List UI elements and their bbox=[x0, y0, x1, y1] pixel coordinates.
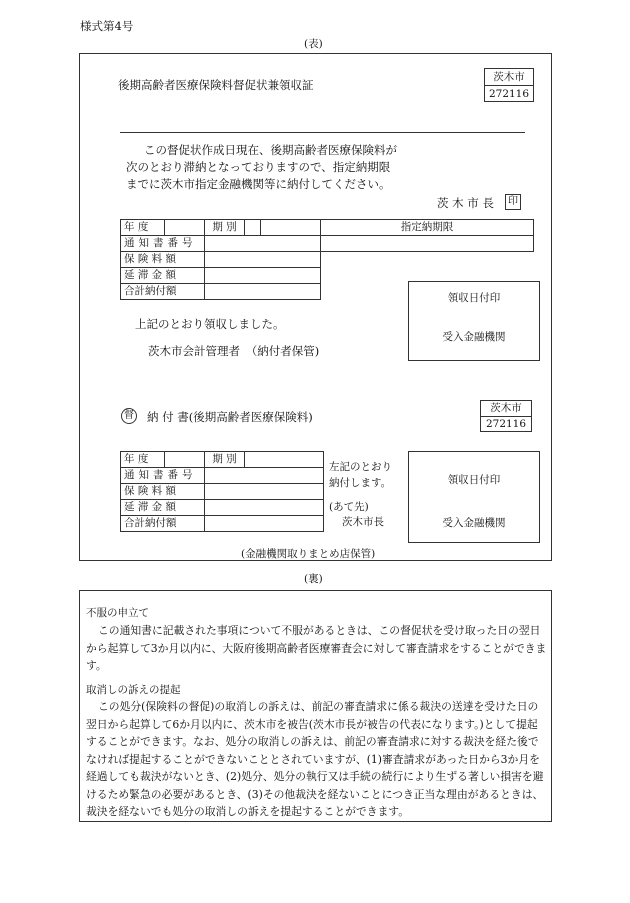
paid-line-2: 納付します。 bbox=[329, 477, 392, 489]
slip-late-fee-label: 延 滞 金 額 bbox=[121, 500, 205, 516]
paid-line-1: 左記のとおり bbox=[329, 461, 392, 473]
late-fee-label: 延 滞 金 額 bbox=[121, 268, 205, 284]
slip-total-label: 合計納付額 bbox=[121, 516, 205, 532]
slip-period-label: 期 別 bbox=[205, 452, 245, 468]
slip-notice-no-value bbox=[205, 468, 324, 484]
slip-total-value bbox=[205, 516, 324, 532]
premium-value bbox=[205, 252, 321, 268]
treasurer-text: 茨木市会計管理者 （納付者保管) bbox=[148, 344, 320, 358]
slip-city-box bbox=[480, 400, 532, 432]
period-label: 期 別 bbox=[205, 220, 245, 236]
slip-title: 納 付 書(後期高齢者医療保険料) bbox=[147, 410, 313, 424]
due-date-label: 指定納期限 bbox=[321, 220, 534, 236]
lawsuit-title: 取消しの訴えの提起 bbox=[86, 684, 181, 696]
due-date-value bbox=[321, 236, 534, 252]
period-value bbox=[245, 220, 261, 236]
premium-label: 保 険 料 額 bbox=[121, 252, 205, 268]
slip-bank: 受入金融機関 bbox=[442, 517, 506, 529]
fiscal-year-value bbox=[165, 220, 205, 236]
slip-period-value bbox=[245, 452, 324, 468]
late-fee-value bbox=[205, 268, 321, 284]
back-label: (裏) bbox=[304, 573, 323, 585]
slip-notice-no-label: 通知書番号 bbox=[121, 468, 205, 484]
mayor-label: 茨 木 市 長 bbox=[437, 196, 494, 210]
total-label: 合計納付額 bbox=[121, 284, 205, 300]
slip-table bbox=[120, 451, 324, 532]
slip-premium-label: 保 険 料 額 bbox=[121, 484, 205, 500]
notice-line-3: までに茨木市指定金融機関等に納付してください。 bbox=[126, 177, 391, 191]
received-text: 上記のとおり領収しました。 bbox=[135, 317, 285, 331]
notice-line-2: 次のとおり滞納となっておりますので、指定納期限 bbox=[126, 160, 391, 174]
receipt-city-code: 272116 bbox=[488, 88, 530, 100]
receipt-bank: 受入金融機関 bbox=[442, 331, 506, 343]
objection-text: この通知書に記載された事項について不服があるときは、この督促状を受け取った日の翌日から起算して3か月以内に、大阪府後期高齢者医療審査会に対して審査請求をすることができます。 bbox=[86, 624, 547, 672]
slip-fiscal-year-label: 年 度 bbox=[121, 452, 165, 468]
form-number: 様式第4号 bbox=[80, 19, 134, 33]
objection-title: 不服の申立て bbox=[86, 607, 149, 619]
slip-city: 茨木市 bbox=[481, 401, 531, 417]
notice-no-value bbox=[205, 236, 321, 252]
total-value bbox=[205, 284, 321, 300]
slip-footer: (金融機関取りまとめ店保管) bbox=[241, 548, 376, 560]
dunning-mark: 督 bbox=[121, 408, 137, 424]
lawsuit-text: この処分(保険料の督促)の取消しの訴えは、前記の審査請求に係る裁決の送達を受けた日の翌日から起算して6か月以内に、茨木市を被告(茨木市長が被告の代表になります。)として提起することができます。なお、処分の取消しの訴えは、前記の審査請求に対する裁決を経た後でなければ提起することができないこととされていますが、(1)審査請求があった日から3か月を経過しても裁決がないとき、(2)処分、処分の執行又は手続の続行により生ずる著しい損害を避けるため緊急の必要があるとき、(3)その他裁決を経ないことにつき正当な理由があるときは、裁決を経ないでも処分の取消しの訴えを提起することができます。 bbox=[86, 700, 544, 818]
receipt-city: 茨木市 bbox=[485, 69, 533, 86]
slip-city-code: 272116 bbox=[485, 418, 527, 430]
title-divider bbox=[120, 132, 525, 133]
receipt-city-box bbox=[484, 68, 534, 102]
slip-late-fee-value bbox=[205, 500, 324, 516]
seal-stamp: 印 bbox=[505, 194, 521, 210]
slip-stamp-box bbox=[408, 451, 540, 543]
addressee-label: (あて先) bbox=[329, 501, 369, 513]
period-extra bbox=[261, 220, 321, 236]
slip-date-stamp: 領収日付印 bbox=[447, 474, 501, 486]
slip-premium-value bbox=[205, 484, 324, 500]
addressee: 茨木市長 bbox=[342, 516, 384, 528]
receipt-title: 後期高齢者医療保険料督促状兼領収証 bbox=[118, 78, 314, 92]
slip-fiscal-year-value bbox=[165, 452, 205, 468]
receipt-date-stamp: 領収日付印 bbox=[447, 292, 501, 304]
notice-no-label: 通知書番号 bbox=[121, 236, 205, 252]
receipt-stamp-box bbox=[408, 281, 540, 361]
notice-line-1: この督促状作成日現在、後期高齢者医療保険料が bbox=[144, 143, 397, 157]
front-label: (表) bbox=[304, 38, 323, 50]
fiscal-year-label: 年 度 bbox=[121, 220, 165, 236]
